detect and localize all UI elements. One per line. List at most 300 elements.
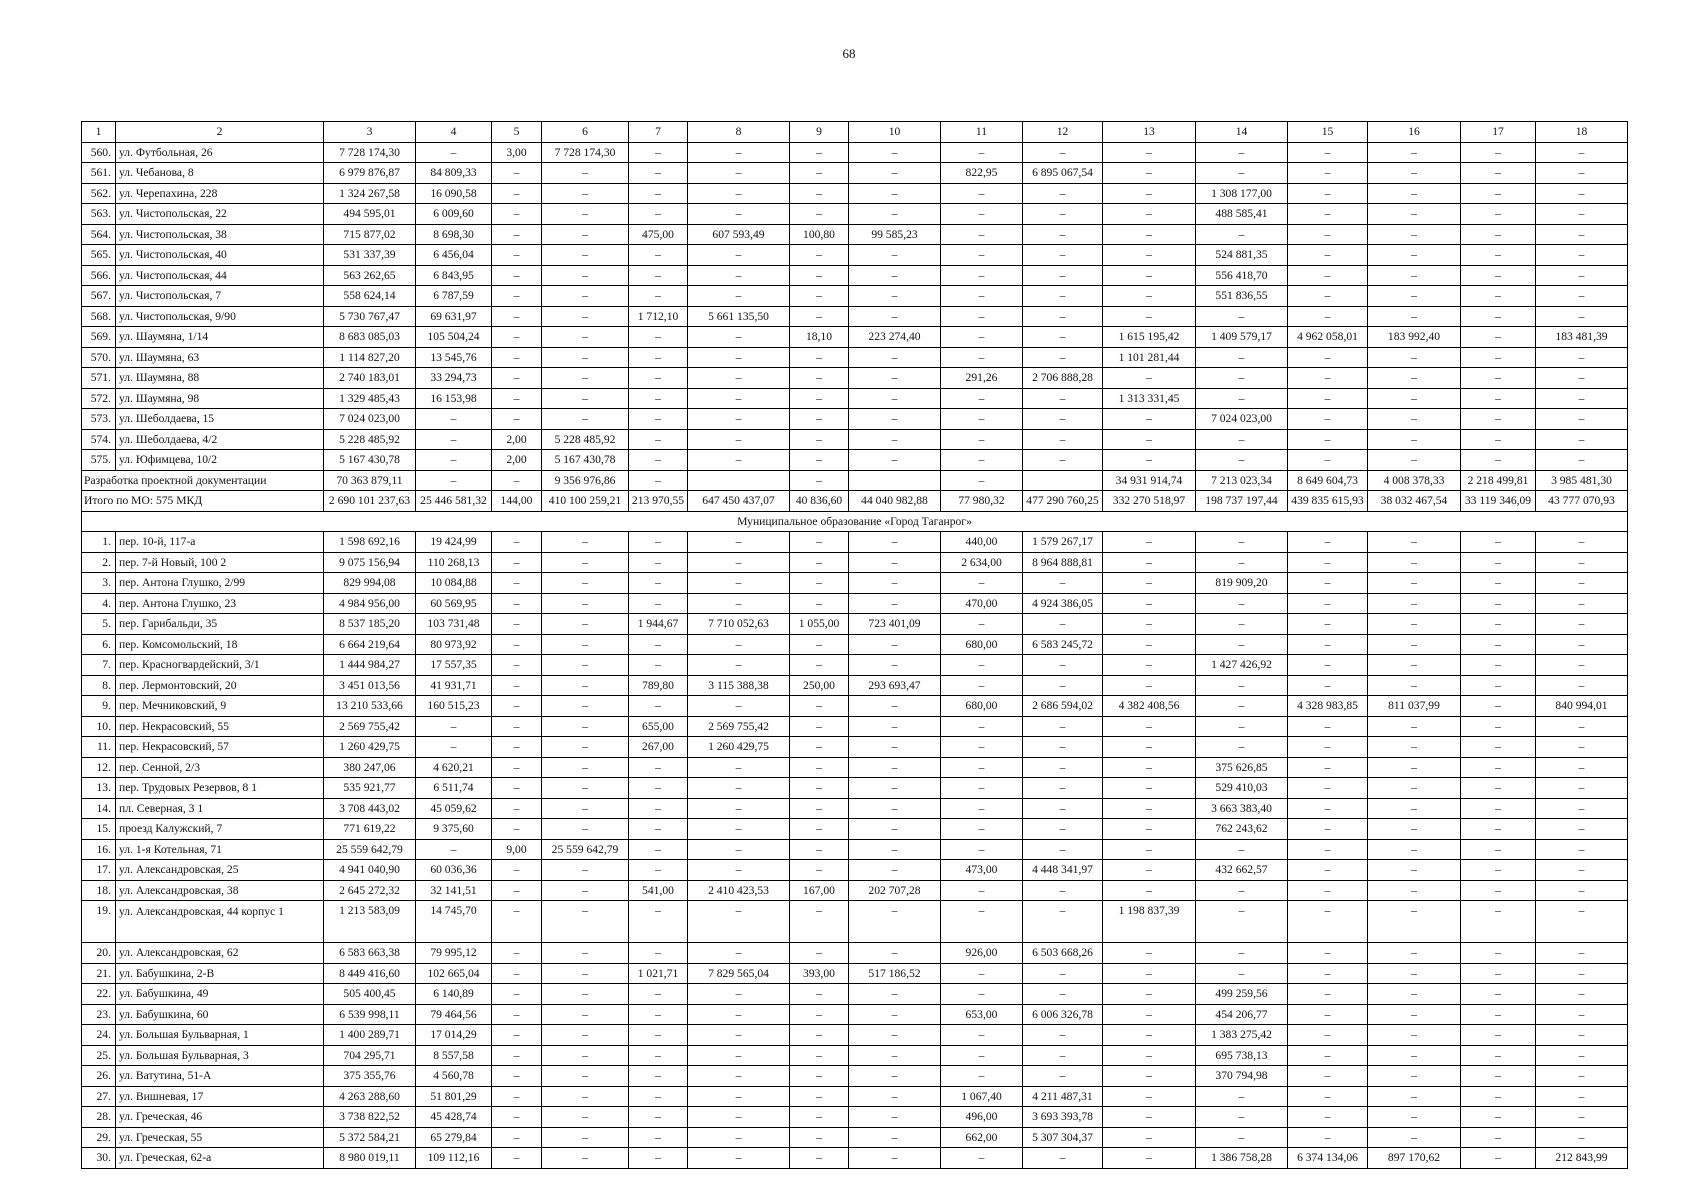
value-cell: – <box>1368 552 1461 573</box>
value-cell: 375 626,85 <box>1196 757 1288 778</box>
value-cell: – <box>542 409 629 430</box>
column-number: 6 <box>542 122 629 143</box>
value-cell: – <box>629 368 688 389</box>
table-row <box>82 286 1628 307</box>
table-row <box>82 634 1628 655</box>
value-cell: – <box>688 142 790 163</box>
table-row <box>82 224 1628 245</box>
value-cell: 267,00 <box>629 737 688 758</box>
value-cell: – <box>629 860 688 881</box>
value-cell: – <box>1103 655 1196 676</box>
value-cell: – <box>1288 614 1368 635</box>
value-cell: 2 690 101 237,63 <box>324 491 416 512</box>
value-cell: – <box>542 1045 629 1066</box>
table-row <box>82 675 1628 696</box>
value-cell: – <box>941 1025 1023 1046</box>
value-cell: – <box>849 388 941 409</box>
row-number: 2. <box>82 552 116 573</box>
table-row <box>82 984 1628 1005</box>
address-cell: ул. Шаумяна, 88 <box>116 368 324 389</box>
address-cell: ул. Чистопольская, 9/90 <box>116 306 324 327</box>
value-cell: – <box>790 552 849 573</box>
value-cell: – <box>1196 963 1288 984</box>
value-cell: – <box>416 429 492 450</box>
value-cell: 789,80 <box>629 675 688 696</box>
value-cell: – <box>1536 183 1628 204</box>
value-cell: 375 355,76 <box>324 1066 416 1087</box>
value-cell: – <box>688 943 790 964</box>
value-cell: 2,00 <box>492 429 542 450</box>
value-cell: – <box>688 1025 790 1046</box>
column-number-row <box>82 122 1628 143</box>
value-cell: – <box>790 532 849 553</box>
value-cell: 100,80 <box>790 224 849 245</box>
column-number: 17 <box>1461 122 1536 143</box>
value-cell: – <box>849 901 941 943</box>
value-cell: – <box>1288 984 1368 1005</box>
row-number: 570. <box>82 347 116 368</box>
value-cell: – <box>688 368 790 389</box>
value-cell: – <box>1103 593 1196 614</box>
address-cell: ул. Черепахина, 228 <box>116 183 324 204</box>
value-cell: 6 843,95 <box>416 265 492 286</box>
value-cell: – <box>1288 224 1368 245</box>
address-cell: пер. Красногвардейский, 3/1 <box>116 655 324 676</box>
value-cell: 1 260 429,75 <box>324 737 416 758</box>
value-cell: – <box>629 1025 688 1046</box>
value-cell: – <box>1103 429 1196 450</box>
value-cell: – <box>1536 142 1628 163</box>
value-cell: – <box>492 163 542 184</box>
column-number: 14 <box>1196 122 1288 143</box>
value-cell: – <box>542 204 629 225</box>
row-number: 30. <box>82 1148 116 1169</box>
value-cell: – <box>941 1066 1023 1087</box>
value-cell: – <box>1023 839 1103 860</box>
value-cell: 494 595,01 <box>324 204 416 225</box>
value-cell: – <box>1103 860 1196 881</box>
value-cell: – <box>688 450 790 471</box>
table-row <box>82 265 1628 286</box>
value-cell: – <box>1103 532 1196 553</box>
value-cell: 1 409 579,17 <box>1196 327 1288 348</box>
value-cell <box>849 470 941 491</box>
column-number: 12 <box>1023 122 1103 143</box>
value-cell: – <box>941 224 1023 245</box>
value-cell: – <box>1368 737 1461 758</box>
value-cell: – <box>1536 224 1628 245</box>
value-cell: 17 557,35 <box>416 655 492 676</box>
value-cell: – <box>1103 306 1196 327</box>
value-cell: – <box>1196 593 1288 614</box>
value-cell: – <box>629 265 688 286</box>
value-cell: – <box>1461 409 1536 430</box>
value-cell: – <box>492 286 542 307</box>
value-cell: 607 593,49 <box>688 224 790 245</box>
address-cell: ул. Чистопольская, 44 <box>116 265 324 286</box>
value-cell: 2 634,00 <box>941 552 1023 573</box>
value-cell: 475,00 <box>629 224 688 245</box>
value-cell: – <box>1461 1148 1536 1169</box>
value-cell: – <box>849 1045 941 1066</box>
value-cell: – <box>492 388 542 409</box>
value-cell: – <box>629 1066 688 1087</box>
value-cell: – <box>790 737 849 758</box>
value-cell: – <box>688 839 790 860</box>
table-row <box>82 163 1628 184</box>
value-cell: – <box>688 1127 790 1148</box>
value-cell: – <box>629 655 688 676</box>
value-cell: – <box>1461 880 1536 901</box>
value-cell: 1 114 827,20 <box>324 347 416 368</box>
value-cell: – <box>688 532 790 553</box>
value-cell: – <box>1368 593 1461 614</box>
value-cell: – <box>1196 450 1288 471</box>
value-cell: – <box>1103 1025 1196 1046</box>
table-row <box>82 757 1628 778</box>
value-cell: 5 167 430,78 <box>542 450 629 471</box>
value-cell: – <box>849 183 941 204</box>
value-cell: – <box>1536 1086 1628 1107</box>
value-cell: – <box>688 183 790 204</box>
value-cell: – <box>492 675 542 696</box>
value-cell: – <box>1536 245 1628 266</box>
value-cell: – <box>542 388 629 409</box>
value-cell: – <box>542 757 629 778</box>
table-row <box>82 696 1628 717</box>
value-cell: – <box>941 675 1023 696</box>
row-number: 5. <box>82 614 116 635</box>
value-cell: 822,95 <box>941 163 1023 184</box>
row-number: 567. <box>82 286 116 307</box>
value-cell: 110 268,13 <box>416 552 492 573</box>
value-cell: – <box>941 409 1023 430</box>
value-cell: – <box>1461 1127 1536 1148</box>
value-cell: 8 537 185,20 <box>324 614 416 635</box>
value-cell: – <box>1288 306 1368 327</box>
value-cell: – <box>1288 245 1368 266</box>
value-cell: – <box>688 1107 790 1128</box>
row-number: 18. <box>82 880 116 901</box>
value-cell: – <box>1023 429 1103 450</box>
value-cell: 183 481,39 <box>1536 327 1628 348</box>
value-cell: 551 836,55 <box>1196 286 1288 307</box>
table-row <box>82 532 1628 553</box>
row-number: 569. <box>82 327 116 348</box>
value-cell: – <box>790 142 849 163</box>
table-row <box>82 593 1628 614</box>
value-cell: – <box>1023 757 1103 778</box>
value-cell: 79 464,56 <box>416 1004 492 1025</box>
value-cell: 7 024 023,00 <box>1196 409 1288 430</box>
row-number: 20. <box>82 943 116 964</box>
value-cell: – <box>492 716 542 737</box>
value-cell: – <box>1288 819 1368 840</box>
value-cell: 8 964 888,81 <box>1023 552 1103 573</box>
value-cell: 5 228 485,92 <box>324 429 416 450</box>
value-cell: 8 698,30 <box>416 224 492 245</box>
value-cell: 160 515,23 <box>416 696 492 717</box>
row-number: 19. <box>82 901 116 943</box>
value-cell: – <box>1368 655 1461 676</box>
value-cell: – <box>1196 1107 1288 1128</box>
value-cell: – <box>1103 1086 1196 1107</box>
value-cell: – <box>849 655 941 676</box>
value-cell: 213 970,55 <box>629 491 688 512</box>
value-cell: – <box>790 265 849 286</box>
value-cell: – <box>492 347 542 368</box>
value-cell: – <box>1288 347 1368 368</box>
table-row <box>82 306 1628 327</box>
address-cell: ул. Александровская, 38 <box>116 880 324 901</box>
row-number: 562. <box>82 183 116 204</box>
value-cell: – <box>941 450 1023 471</box>
value-cell: – <box>1536 1107 1628 1128</box>
value-cell: – <box>849 204 941 225</box>
value-cell: – <box>492 984 542 1005</box>
value-cell: 2 569 755,42 <box>688 716 790 737</box>
value-cell: – <box>849 943 941 964</box>
value-cell: – <box>941 778 1023 799</box>
value-cell: – <box>1368 142 1461 163</box>
value-cell: 167,00 <box>790 880 849 901</box>
value-cell: – <box>1288 778 1368 799</box>
value-cell: – <box>849 450 941 471</box>
value-cell: – <box>542 306 629 327</box>
value-cell: – <box>1461 1045 1536 1066</box>
value-cell: – <box>1461 634 1536 655</box>
value-cell: – <box>790 696 849 717</box>
value-cell: – <box>1536 655 1628 676</box>
value-cell: – <box>790 286 849 307</box>
value-cell: 529 410,03 <box>1196 778 1288 799</box>
value-cell: – <box>1196 737 1288 758</box>
value-cell: – <box>849 245 941 266</box>
value-cell: – <box>1288 880 1368 901</box>
value-cell: 291,26 <box>941 368 1023 389</box>
value-cell: – <box>1023 450 1103 471</box>
value-cell: – <box>688 204 790 225</box>
value-cell: – <box>1023 798 1103 819</box>
value-cell: – <box>1461 327 1536 348</box>
value-cell: – <box>1288 552 1368 573</box>
row-number: 4. <box>82 593 116 614</box>
value-cell: 1 021,71 <box>629 963 688 984</box>
value-cell: – <box>1023 819 1103 840</box>
table-row <box>82 388 1628 409</box>
value-cell: 6 979 876,87 <box>324 163 416 184</box>
value-cell: – <box>1196 532 1288 553</box>
value-cell: 105 504,24 <box>416 327 492 348</box>
section-title-row <box>82 511 1628 532</box>
column-number: 16 <box>1368 122 1461 143</box>
row-number: 15. <box>82 819 116 840</box>
value-cell: – <box>790 984 849 1005</box>
value-cell: 33 294,73 <box>416 368 492 389</box>
value-cell: – <box>1288 183 1368 204</box>
value-cell: – <box>542 963 629 984</box>
value-cell: – <box>941 757 1023 778</box>
value-cell: 6 583 663,38 <box>324 943 416 964</box>
value-cell: – <box>1288 573 1368 594</box>
address-cell: ул. Большая Бульварная, 1 <box>116 1025 324 1046</box>
value-cell: – <box>542 593 629 614</box>
value-cell: – <box>849 860 941 881</box>
value-cell: – <box>688 1004 790 1025</box>
value-cell: – <box>688 984 790 1005</box>
value-cell: – <box>1368 265 1461 286</box>
table-row <box>82 327 1628 348</box>
value-cell: – <box>542 1004 629 1025</box>
value-cell: – <box>1536 839 1628 860</box>
value-cell: – <box>492 552 542 573</box>
value-cell: 3 985 481,30 <box>1536 470 1628 491</box>
address-cell: ул. Бабушкина, 60 <box>116 1004 324 1025</box>
value-cell: – <box>1461 1066 1536 1087</box>
value-cell: – <box>1288 450 1368 471</box>
value-cell: – <box>688 901 790 943</box>
value-cell: – <box>1368 347 1461 368</box>
value-cell: – <box>416 142 492 163</box>
value-cell: 198 737 197,44 <box>1196 491 1288 512</box>
value-cell: – <box>1536 1025 1628 1046</box>
value-cell: – <box>849 429 941 450</box>
value-cell: 470,00 <box>941 593 1023 614</box>
value-cell: – <box>1196 429 1288 450</box>
value-cell: – <box>688 593 790 614</box>
value-cell: 370 794,98 <box>1196 1066 1288 1087</box>
value-cell: – <box>849 819 941 840</box>
value-cell: 440,00 <box>941 532 1023 553</box>
value-cell: – <box>1196 839 1288 860</box>
value-cell: – <box>1536 1004 1628 1025</box>
value-cell: 3 115 388,38 <box>688 675 790 696</box>
value-cell: – <box>542 1148 629 1169</box>
value-cell: – <box>1023 1066 1103 1087</box>
column-number: 18 <box>1536 122 1628 143</box>
value-cell: 2 410 423,53 <box>688 880 790 901</box>
row-number: 13. <box>82 778 116 799</box>
row-number: 574. <box>82 429 116 450</box>
value-cell: – <box>1536 286 1628 307</box>
value-cell: – <box>1536 306 1628 327</box>
value-cell: – <box>849 839 941 860</box>
value-cell: – <box>492 368 542 389</box>
value-cell: 32 141,51 <box>416 880 492 901</box>
value-cell: – <box>1023 409 1103 430</box>
address-cell: проезд Калужский, 7 <box>116 819 324 840</box>
row-number: 29. <box>82 1127 116 1148</box>
value-cell: – <box>1536 163 1628 184</box>
value-cell: – <box>790 1004 849 1025</box>
address-cell: ул. Вишневая, 17 <box>116 1086 324 1107</box>
value-cell: – <box>941 142 1023 163</box>
value-cell: 524 881,35 <box>1196 245 1288 266</box>
value-cell: 380 247,06 <box>324 757 416 778</box>
value-cell: – <box>492 798 542 819</box>
value-cell: 926,00 <box>941 943 1023 964</box>
value-cell: 1 101 281,44 <box>1103 347 1196 368</box>
value-cell: – <box>1368 245 1461 266</box>
value-cell: – <box>542 943 629 964</box>
address-cell: ул. Шаумяна, 63 <box>116 347 324 368</box>
value-cell: 2 686 594,02 <box>1023 696 1103 717</box>
value-cell: 499 259,56 <box>1196 984 1288 1005</box>
value-cell: – <box>542 1086 629 1107</box>
value-cell: – <box>542 696 629 717</box>
row-number: 9. <box>82 696 116 717</box>
row-number: 27. <box>82 1086 116 1107</box>
value-cell: – <box>790 450 849 471</box>
value-cell: – <box>1288 860 1368 881</box>
value-cell: – <box>542 532 629 553</box>
value-cell: – <box>1196 388 1288 409</box>
value-cell: – <box>1536 204 1628 225</box>
value-cell: – <box>629 204 688 225</box>
value-cell: – <box>849 409 941 430</box>
value-cell: 1 324 267,58 <box>324 183 416 204</box>
value-cell: 1 260 429,75 <box>688 737 790 758</box>
value-cell: – <box>1536 388 1628 409</box>
value-cell <box>1023 470 1103 491</box>
value-cell: – <box>1103 737 1196 758</box>
value-cell: – <box>1536 450 1628 471</box>
value-cell: – <box>1461 757 1536 778</box>
value-cell: 38 032 467,54 <box>1368 491 1461 512</box>
value-cell: – <box>688 409 790 430</box>
value-cell: – <box>1368 368 1461 389</box>
value-cell: – <box>688 1045 790 1066</box>
value-cell: – <box>1368 429 1461 450</box>
value-cell: – <box>492 593 542 614</box>
value-cell: – <box>790 839 849 860</box>
value-cell: – <box>1368 286 1461 307</box>
value-cell: – <box>542 245 629 266</box>
value-cell: 7 213 023,34 <box>1196 470 1288 491</box>
row-number: 12. <box>82 757 116 778</box>
value-cell: – <box>688 327 790 348</box>
value-cell: – <box>1461 450 1536 471</box>
value-cell: – <box>1288 757 1368 778</box>
value-cell: 1 313 331,45 <box>1103 388 1196 409</box>
value-cell: – <box>1288 943 1368 964</box>
value-cell: 6 664 219,64 <box>324 634 416 655</box>
value-cell: 563 262,65 <box>324 265 416 286</box>
value-cell: – <box>790 593 849 614</box>
value-cell: 3 738 822,52 <box>324 1107 416 1128</box>
value-cell: – <box>1288 798 1368 819</box>
value-cell: – <box>542 655 629 676</box>
value-cell: 6 503 668,26 <box>1023 943 1103 964</box>
value-cell: – <box>1023 388 1103 409</box>
value-cell: 45 059,62 <box>416 798 492 819</box>
address-cell: ул. Бабушкина, 2-В <box>116 963 324 984</box>
value-cell: – <box>542 737 629 758</box>
value-cell: – <box>492 573 542 594</box>
value-cell: 439 835 615,93 <box>1288 491 1368 512</box>
value-cell: – <box>1103 450 1196 471</box>
value-cell: 7 829 565,04 <box>688 963 790 984</box>
row-number: 1. <box>82 532 116 553</box>
value-cell: – <box>941 984 1023 1005</box>
value-cell: – <box>849 1107 941 1128</box>
value-cell: – <box>1103 839 1196 860</box>
value-cell: 9,00 <box>492 839 542 860</box>
value-cell: – <box>416 450 492 471</box>
value-cell: 1 383 275,42 <box>1196 1025 1288 1046</box>
value-cell: 5 167 430,78 <box>324 450 416 471</box>
value-cell: 680,00 <box>941 696 1023 717</box>
